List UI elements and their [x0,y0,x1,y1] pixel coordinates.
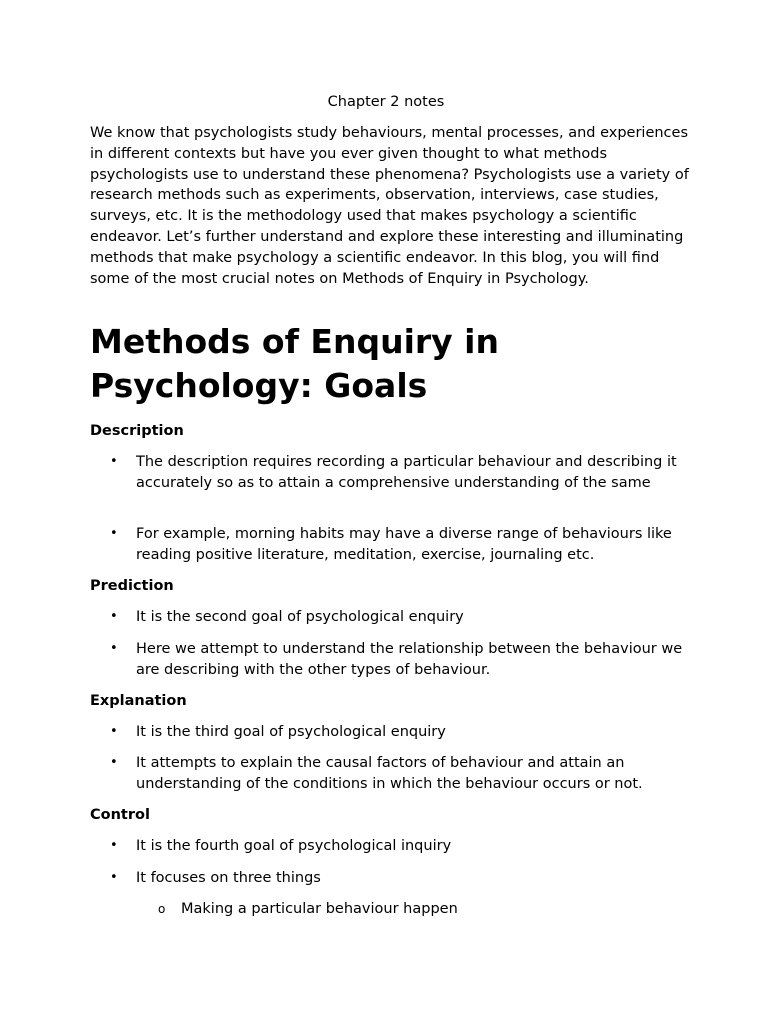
bullet-icon: • [110,838,118,853]
bullet-icon: • [110,609,118,624]
circle-bullet-icon: o [158,902,166,916]
section-title-description: Description [90,423,184,439]
list-item-text: It attempts to explain the causal factors of behaviour and attain an understanding of the conditions in which the behaviour occurs or not. [136,755,643,792]
list-item-text: For example, morning habits may have a diverse range of behaviours like reading positive literature, meditation, exercise, journaling etc. [136,526,672,563]
list-item [110,868,696,889]
section-title-control: Control [90,807,150,823]
intro-paragraph: We know that psychologists study behaviours, mental processes, and experiences in different contexts but have you ever given thought to what methods psychologists use to understand these phenomena? Psychologists use a variety of research methods such as experiments, observation, interviews, case studies, surveys, etc. It is the methodology used that makes psychology a scientific endeavor. Let’s further understand and explore these interesting and illuminating methods that make psychology a scientific endeavor. In this blog, you will find some of the most crucial notes on Methods of Enquiry in Psychology. [90,125,689,287]
list-item-text: It is the third goal of psychological enquiry [136,724,446,740]
list-item-text: The description requires recording a particular behaviour and describing it accurately so as to attain a comprehensive understanding of the same [136,454,677,491]
list-item [110,524,696,566]
list-item-text: Here we attempt to understand the relationship between the behaviour we are describing with the other types of behaviour. [136,641,683,678]
sub-list-item-text: Making a particular behaviour happen [181,901,458,917]
bullet-icon: • [110,724,118,739]
list-item-text: It is the second goal of psychological enquiry [136,609,464,625]
sub-list-item [158,899,681,920]
section-title-explanation: Explanation [90,693,187,709]
list-item-text: It focuses on three things [136,870,321,886]
list-item [110,836,696,857]
list-item [110,753,696,795]
bullet-icon: • [110,641,118,656]
bullet-icon: • [110,755,118,770]
list-item [110,452,696,494]
document-title: Chapter 2 notes [327,94,445,110]
section-title-prediction: Prediction [90,578,174,594]
bullet-icon: • [110,526,118,541]
list-item [110,722,696,743]
list-item-text: It is the fourth goal of psychological inquiry [136,838,452,854]
list-item [110,607,696,628]
bullet-icon: • [110,870,118,885]
list-item [110,639,696,681]
section-heading: Methods of Enquiry in Psychology: Goals [90,322,499,405]
bullet-icon: • [110,454,118,469]
